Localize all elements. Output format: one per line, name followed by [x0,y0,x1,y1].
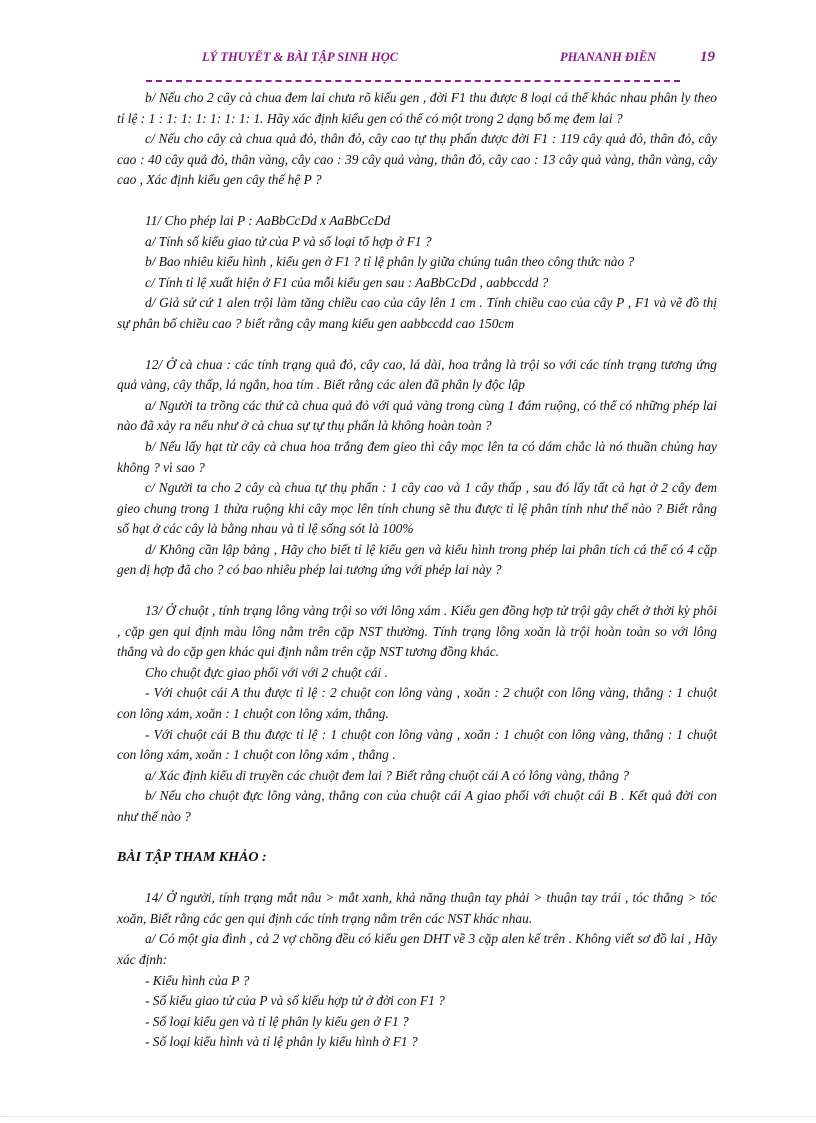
paragraph-c: c/ Nếu cho cây cà chua quả đỏ, thân đỏ, cây cao tự thụ phấn được đời F1 : 119 cây quả đỏ, thân đỏ, cây cao : 40 cây quả đỏ, thân vàng, cây cao : 39 cây quả vàng, thân đỏ, cây cao : 13 cây quả vàng, thân vàng, cây cao , Xác định kiểu gen cây thế hệ P ? [117,131,717,188]
question-14-item-3: - Số loại kiểu gen và tỉ lệ phân ly kiểu gen ở F1 ? [145,1013,409,1029]
page-header [146,49,715,74]
header-title: LÝ THUYẾT & BÀI TẬP SINH HỌC [202,50,399,64]
question-13-title: 13/ Ở chuột , tính trạng lông vàng trội so với lông xám . Kiểu gen đồng hợp tử trội gây chết ở thời kỳ phôi , cặp gen qui định màu lông nằm trên cặp NST thường. Tính trạng lông xoăn là trội hoàn toàn so với lông thẳng và do cặp gen khác qui định nằm trên cặp NST tương đồng khác. [117,603,717,660]
reference-section-title: BÀI TẬP THAM KHẢO : [117,849,267,865]
question-11-b: b/ Bao nhiêu kiểu hình , kiểu gen ở F1 ? tỉ lệ phân ly giữa chúng tuân theo công thức nào ? [145,254,635,270]
question-14-item-2: - Số kiểu giao tử của P và số kiểu hợp tử ở đời con F1 ? [145,993,445,1009]
question-14-a: a/ Có một gia đình , cả 2 vợ chồng đều có kiểu gen DHT về 3 cặp alen kể trên . Không viết sơ đồ lai , Hãy xác định: [117,931,717,967]
page-number: 19 [700,49,715,65]
question-11-c: c/ Tính tỉ lệ xuất hiện ở F1 của mỗi kiểu gen sau : AaBbCcDd , aabbccdd ? [145,274,549,290]
question-13-a: a/ Xác định kiểu di truyền các chuột đem lai ? Biết rằng chuột cái A có lông vàng, thẳng ? [145,767,630,783]
question-14-item-4: - Số loại kiểu hình và tỉ lệ phân ly kiểu hình ở F1 ? [145,1034,418,1050]
question-13-b: b/ Nếu cho chuột đực lông vàng, thẳng con của chuột cái A giao phối với chuột cái B . Kết quả đời con như thế nào ? [117,788,717,824]
question-11-d: d/ Giả sử cứ 1 alen trội làm tăng chiều cao của cây lên 1 cm . Tính chiều cao của cây P , F1 và vẽ đồ thị sự phân bố chiều cao ? biết rằng cây mang kiểu gen aabbccdd cao 150cm [117,295,717,331]
page-body [117,88,717,1053]
question-13-line-2: - Với chuột cái A thu được tỉ lệ : 2 chuột con lông vàng , xoăn : 2 chuột con lông vàng, thẳng : 1 chuột con lông xám, xoăn : 1 chuột con lông xám, thẳng. [117,685,717,722]
header-author: PHANANH ĐIỀN [560,50,657,64]
question-12-title: 12/ Ở cà chua : các tính trạng quả đỏ, cây cao, lá dài, hoa trắng là trội so với các tính trạng tương ứng quả vàng, cây thấp, lá ngắn, hoa tím . Biết rằng các alen đã phân ly độc lập [117,356,717,393]
question-12-b: b/ Nếu lấy hạt từ cây cà chua hoa trắng đem gieo thì cây mọc lên ta có dám chắc là nó thuần chủng hay không ? vì sao ? [117,438,717,475]
question-12-c: c/ Người ta cho 2 cây cà chua tự thụ phấn : 1 cây cao và 1 cây thấp , sau đó lấy tất cả hạt ở 2 cây đem gieo chung trong 1 thửa ruộng khi cây mọc lên tính chung sẽ thu được tỉ lệ phân tính như thế nào ? Biết rằng số hạt ở các cây là bằng nhau và tỉ lệ sống sót là 100% [117,480,717,537]
paragraph-b: b/ Nếu cho 2 cây cà chua đem lai chưa rõ kiểu gen , đời F1 thu được 8 loại cá thể khác nhau phân ly theo tỉ lệ : 1 : 1: 1: 1: 1: 1: 1: 1. Hãy xác định kiểu gen có thể có một trong 2 dạng bố mẹ đem lai ? [117,90,717,126]
page-footer-rule [0,1116,816,1117]
question-11-a: a/ Tính số kiểu giao tử của P và số loại tổ hợp ở F1 ? [145,233,432,249]
question-11-title: 11/ Cho phép lai P : AaBbCcDd x AaBbCcDd [145,212,391,228]
question-14-item-1: - Kiểu hình của P ? [145,972,250,988]
question-13-line-1: Cho chuột đực giao phối với với 2 chuột cái . [145,664,388,680]
question-12-a: a/ Người ta trồng các thứ cà chua quả đỏ với quả vàng trong cùng 1 đám ruộng, có thể có những phép lai nào đã xảy ra nếu như ở cà chua sự tự thụ phấn là không hoàn toàn ? [117,397,717,434]
question-14-title: 14/ Ở người, tính trạng mắt nâu > mắt xanh, khả năng thuận tay phải > thuận tay trái , tóc thẳng > tóc xoăn, Biết rằng các gen qui định các tính trạng nằm trên các NST khác nhau. [117,890,717,926]
question-13-line-3: - Với chuột cái B thu được tỉ lệ : 1 chuột con lông vàng , xoăn : 1 chuột con lông vàng, thẳng : 1 chuột con lông xám, xoăn : 1 chuột con lông xám , thẳng . [117,726,717,763]
question-12-d: d/ Không cần lập bảng , Hãy cho biết tỉ lệ kiểu gen và kiểu hình trong phép lai phân tích cá thể có 4 cặp gen dị hợp đã cho ? có bao nhiêu phép lai tương ứng với phép lai này ? [117,541,717,578]
header-rule [146,80,680,82]
